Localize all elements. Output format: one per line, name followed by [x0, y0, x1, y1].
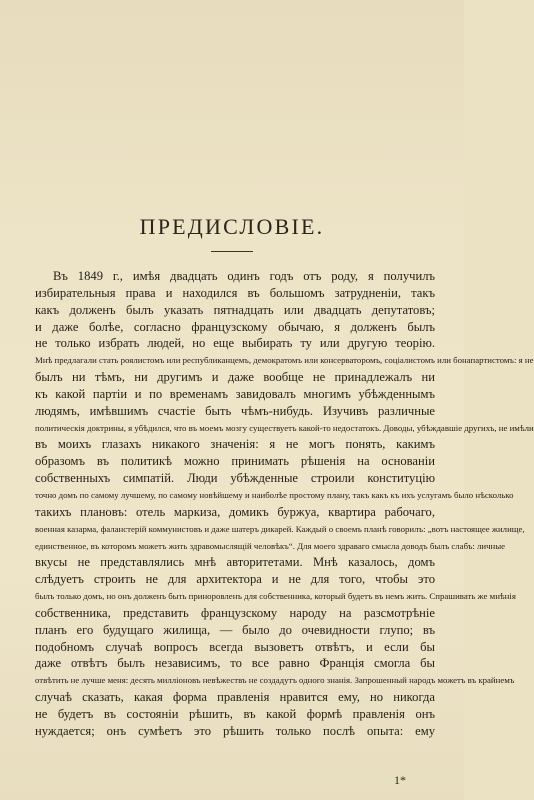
text-line: къ какой партіи и по временамъ завидовалъ многимъ убѣжденнымъ [35, 386, 435, 401]
text-line: Мнѣ предлагали стать роялистомъ или республиканцемъ, демократомъ или консерваторомъ, соціалистомъ или бонапартистомъ: я не [35, 355, 534, 366]
text-line: образомъ въ политикѣ можно принимать рѣшенія на основаніи [35, 454, 435, 469]
text-line: избирательныя права и находился въ большомъ затрудненіи, такъ [35, 285, 435, 300]
text-line: былъ ни тѣмъ, ни другимъ и даже вообще не принадлежалъ ни [35, 370, 435, 385]
text-line: не только избрать людей, но еще выбирать ту или другую теорію. [35, 336, 435, 351]
text-line: слѣдуетъ строить не для архитектора и не для того, чтобы это [35, 572, 435, 587]
text-line: отвѣтить не лучше меня: десять милліоновъ невѣжествъ не создадутъ одного знанія. Запрошенный народъ можетъ въ крайнемъ [35, 675, 515, 686]
text-line: точно домъ по самому лучшему, по самому новѣйшему и наиболѣе простому плану, такъ какъ къ ихъ услугамъ было нѣсколько [35, 489, 514, 500]
text-line: людямъ, имѣвшимъ счастіе быть чѣмъ-нибудь. Изучивъ различные [35, 403, 435, 418]
text-line: политическія доктрины, я убѣдился, что въ моемъ мозгу существуетъ какой-то недостатокъ. Доводы, убѣждавшіе другихъ, не имѣли [35, 422, 534, 433]
text-line: единственное, въ которомъ можетъ жить здравомыслящій человѣкъ“. Для моего здраваго смысла доводъ былъ слабъ: личные [35, 540, 506, 551]
text-line: собственныхъ симпатій. Люди убѣжденные строили конституцію [35, 471, 435, 486]
text-line: планъ его будущаго жилища, — было до очевидности глупо; въ [35, 622, 435, 637]
text-line: Въ 1849 г., имѣя двадцать одинъ годъ отъ роду, я получилъ [53, 269, 435, 283]
body-text [35, 268, 534, 740]
text-line: собственника, представить французскому народу на разсмотрѣніе [35, 605, 435, 620]
chapter-title: ПРЕДИСЛОВІЕ. [139, 214, 325, 239]
signature-mark: 1* [394, 773, 406, 787]
text-line: такихъ плановъ: отель маркиза, домикъ буржуа, квартира рабочаго, [35, 504, 435, 519]
text-line: случаѣ сказать, какая форма правленія нравится ему, но никогда [35, 690, 435, 705]
text-line: нуждается; онъ сумѣетъ это рѣшить только послѣ опыта: ему [35, 723, 435, 738]
text-line: и даже болѣе, согласно французскому обычаю, я долженъ былъ [35, 319, 435, 334]
text-line: военная казарма, фаланстерій коммунистовъ и даже шатеръ дикарей. Каждый о своемъ планѣ говорилъ: „вотъ настоящее жилище, [35, 523, 525, 534]
text-line: даже отвѣтъ былъ независимъ, то все равно Франція смогла бы [35, 656, 435, 671]
text-line: былъ только домъ, но онъ долженъ быть приноровленъ для собственника, который будетъ въ немъ жить. Спрашивать же мнѣнія [35, 591, 516, 602]
text-line: не будетъ въ состояніи рѣшить, въ какой формѣ правленія онъ [35, 706, 435, 721]
title-rule [211, 251, 253, 252]
text-line: вкусы не представлялись мнѣ авторитетами. Мнѣ казалось, домъ [35, 555, 435, 570]
text-line: въ моихъ глазахъ никакого значенія: я не могъ понять, какимъ [35, 437, 435, 452]
text-line: подобномъ случаѣ вопросъ всегда вызоветъ отвѣтъ, и если бы [35, 639, 435, 654]
text-line: какъ долженъ былъ указать пятнадцать или двадцать депутатовъ; [35, 302, 435, 317]
